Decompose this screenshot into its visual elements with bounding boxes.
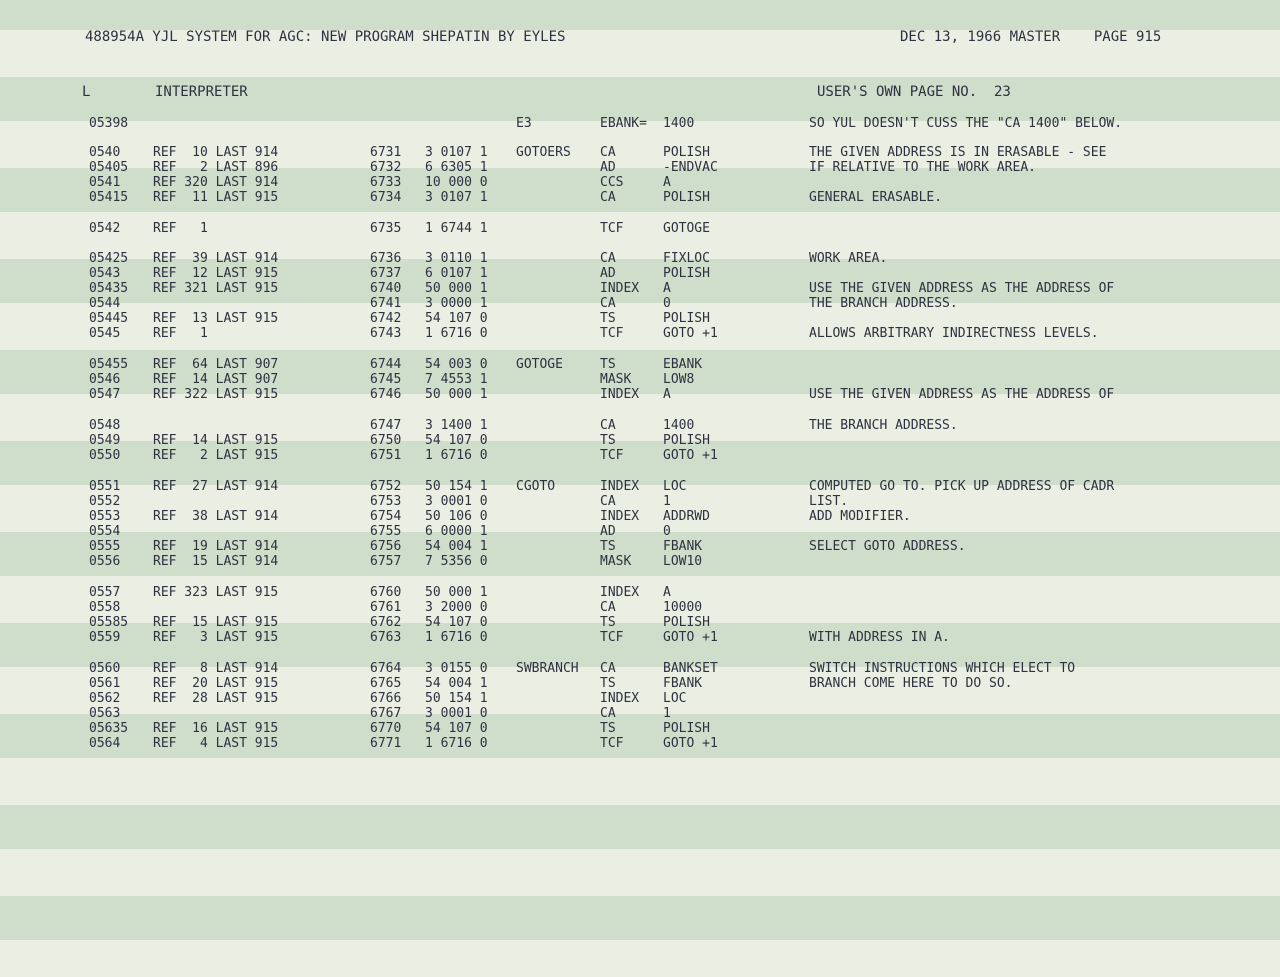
operand: FBANK	[663, 676, 703, 691]
object-code: 1 6716 0	[425, 630, 488, 645]
comment: THE GIVEN ADDRESS IS IN ERASABLE - SEE	[809, 145, 1107, 160]
operand: POLISH	[663, 433, 710, 448]
listing-row	[0, 706, 1280, 722]
opcode: MASK	[600, 554, 632, 569]
operand: GOTO +1	[663, 326, 718, 341]
listing-row	[0, 615, 1280, 631]
address: 6745	[370, 372, 402, 387]
opcode: TCF	[600, 221, 624, 236]
opcode: MASK	[600, 372, 632, 387]
object-code: 10 000 0	[425, 175, 488, 190]
address: 6742	[370, 311, 402, 326]
object-code: 50 154 1	[425, 691, 488, 706]
listing-row	[0, 372, 1280, 388]
object-code: 1 6744 1	[425, 221, 488, 236]
comment: THE BRANCH ADDRESS.	[809, 418, 958, 433]
comment: THE BRANCH ADDRESS.	[809, 296, 958, 311]
reference: REF 16 LAST 915	[153, 721, 279, 736]
address: 6751	[370, 448, 402, 463]
object-code: 54 107 0	[425, 433, 488, 448]
reference: REF 2 LAST 915	[153, 448, 279, 463]
object-code: 3 0001 0	[425, 706, 488, 721]
listing-row	[0, 539, 1280, 555]
line-number: 05415	[89, 190, 129, 205]
line-number: 05455	[89, 357, 129, 372]
operand: -ENDVAC	[663, 160, 718, 175]
line-number: 0552	[89, 494, 121, 509]
object-code: 3 0001 0	[425, 494, 488, 509]
header-page-info: DEC 13, 1966 MASTER PAGE 915	[900, 29, 1162, 45]
listing-row	[0, 296, 1280, 312]
opcode: CA	[600, 145, 616, 160]
object-code: 1 6716 0	[425, 326, 488, 341]
opcode: TS	[600, 539, 616, 554]
object-code: 7 4553 1	[425, 372, 488, 387]
object-code: 54 004 1	[425, 676, 488, 691]
listing-row	[0, 145, 1280, 161]
operand: BANKSET	[663, 661, 718, 676]
line-number: 05635	[89, 721, 129, 736]
listing-row	[0, 281, 1280, 297]
opcode: TS	[600, 676, 616, 691]
page-header	[0, 29, 1280, 45]
line-number: 05435	[89, 281, 129, 296]
opcode: EBANK=	[600, 116, 647, 131]
object-code: 3 0155 0	[425, 661, 488, 676]
operand: POLISH	[663, 311, 710, 326]
opcode: TS	[600, 433, 616, 448]
operand: POLISH	[663, 145, 710, 160]
reference: REF 14 LAST 907	[153, 372, 279, 387]
address: 6750	[370, 433, 402, 448]
line-number: 05445	[89, 311, 129, 326]
reference: REF 323 LAST 915	[153, 585, 279, 600]
object-code: 50 000 1	[425, 387, 488, 402]
reference: REF 14 LAST 915	[153, 433, 279, 448]
symbol-label: SWBRANCH	[516, 661, 579, 676]
opcode: TS	[600, 721, 616, 736]
listing-row	[0, 554, 1280, 570]
line-number: 0543	[89, 266, 121, 281]
listing-row	[0, 357, 1280, 373]
operand: A	[663, 175, 671, 190]
object-code: 7 5356 0	[425, 554, 488, 569]
listing-row	[0, 736, 1280, 752]
symbol-label: CGOTO	[516, 479, 556, 494]
listing-row	[0, 721, 1280, 737]
address: 6752	[370, 479, 402, 494]
address: 6753	[370, 494, 402, 509]
comment: COMPUTED GO TO. PICK UP ADDRESS OF CADR	[809, 479, 1115, 494]
line-number: 0561	[89, 676, 121, 691]
object-code: 54 107 0	[425, 311, 488, 326]
address: 6762	[370, 615, 402, 630]
listing-row	[0, 326, 1280, 342]
line-number: 0544	[89, 296, 121, 311]
listing-row	[0, 311, 1280, 327]
operand: LOC	[663, 479, 687, 494]
operand: 1400	[663, 418, 695, 433]
reference: REF 321 LAST 915	[153, 281, 279, 296]
object-code: 3 2000 0	[425, 600, 488, 615]
operand: GOTOGE	[663, 221, 710, 236]
line-number: 0550	[89, 448, 121, 463]
user-page-number: USER'S OWN PAGE NO. 23	[817, 84, 1011, 100]
line-number: 0564	[89, 736, 121, 751]
comment: BRANCH COME HERE TO DO SO.	[809, 676, 1013, 691]
reference: REF 27 LAST 914	[153, 479, 279, 494]
reference: REF 19 LAST 914	[153, 539, 279, 554]
line-number: 0548	[89, 418, 121, 433]
listing-row	[0, 448, 1280, 464]
opcode: TS	[600, 311, 616, 326]
operand: POLISH	[663, 615, 710, 630]
comment: LIST.	[809, 494, 849, 509]
operand: GOTO +1	[663, 630, 718, 645]
opcode: AD	[600, 524, 616, 539]
paper-band	[0, 896, 1280, 940]
listing-row	[0, 160, 1280, 176]
object-code: 6 0000 1	[425, 524, 488, 539]
operand: 10000	[663, 600, 703, 615]
operand: LOW10	[663, 554, 703, 569]
object-code: 3 0107 1	[425, 190, 488, 205]
listing-row	[0, 190, 1280, 206]
operand: A	[663, 387, 671, 402]
operand: 1	[663, 706, 671, 721]
address: 6740	[370, 281, 402, 296]
address: 6771	[370, 736, 402, 751]
line-number: 0549	[89, 433, 121, 448]
listing-row	[0, 418, 1280, 434]
reference: REF 20 LAST 915	[153, 676, 279, 691]
line-number: 0540	[89, 145, 121, 160]
address: 6735	[370, 221, 402, 236]
address: 6746	[370, 387, 402, 402]
object-code: 50 154 1	[425, 479, 488, 494]
comment: SO YUL DOESN'T CUSS THE "CA 1400" BELOW.	[809, 116, 1123, 131]
section-marker: L	[82, 84, 91, 100]
line-number: 05585	[89, 615, 129, 630]
reference: REF 320 LAST 914	[153, 175, 279, 190]
object-code: 3 1400 1	[425, 418, 488, 433]
listing-row	[0, 509, 1280, 525]
address: 6767	[370, 706, 402, 721]
comment: USE THE GIVEN ADDRESS AS THE ADDRESS OF	[809, 281, 1115, 296]
object-code: 6 6305 1	[425, 160, 488, 175]
line-number: 0563	[89, 706, 121, 721]
opcode: CA	[600, 251, 616, 266]
operand: FIXLOC	[663, 251, 710, 266]
object-code: 1 6716 0	[425, 448, 488, 463]
operand: A	[663, 585, 671, 600]
object-code: 3 0000 1	[425, 296, 488, 311]
listing-row	[0, 600, 1280, 616]
listing-row	[0, 494, 1280, 510]
reference: REF 10 LAST 914	[153, 145, 279, 160]
opcode: TCF	[600, 736, 624, 751]
line-number: 0542	[89, 221, 121, 236]
line-number: 0559	[89, 630, 121, 645]
reference: REF 8 LAST 914	[153, 661, 279, 676]
address: 6770	[370, 721, 402, 736]
line-number: 0553	[89, 509, 121, 524]
object-code: 54 004 1	[425, 539, 488, 554]
line-number: 05398	[89, 116, 129, 131]
opcode: TCF	[600, 448, 624, 463]
address: 6744	[370, 357, 402, 372]
opcode: TCF	[600, 326, 624, 341]
line-number: 0546	[89, 372, 121, 387]
line-number: 0560	[89, 661, 121, 676]
reference: REF 11 LAST 915	[153, 190, 279, 205]
listing-row	[0, 479, 1280, 495]
reference: REF 1	[153, 326, 208, 341]
opcode: CA	[600, 418, 616, 433]
listing-row	[0, 661, 1280, 677]
address: 6732	[370, 160, 402, 175]
operand: 1400	[663, 116, 695, 131]
opcode: TCF	[600, 630, 624, 645]
opcode: INDEX	[600, 387, 640, 402]
reference: REF 39 LAST 914	[153, 251, 279, 266]
listing-row	[0, 433, 1280, 449]
operand: FBANK	[663, 539, 703, 554]
section-header	[0, 84, 1280, 100]
operand: ADDRWD	[663, 509, 710, 524]
address: 6755	[370, 524, 402, 539]
listing-row	[0, 524, 1280, 540]
comment: WORK AREA.	[809, 251, 888, 266]
line-number: 0551	[89, 479, 121, 494]
address: 6747	[370, 418, 402, 433]
listing-row	[0, 175, 1280, 191]
comment: ALLOWS ARBITRARY INDIRECTNESS LEVELS.	[809, 326, 1099, 341]
line-number: 0554	[89, 524, 121, 539]
object-code: 54 107 0	[425, 615, 488, 630]
line-number: 0558	[89, 600, 121, 615]
comment: GENERAL ERASABLE.	[809, 190, 943, 205]
opcode: CA	[600, 296, 616, 311]
reference: REF 13 LAST 915	[153, 311, 279, 326]
reference: REF 3 LAST 915	[153, 630, 279, 645]
address: 6760	[370, 585, 402, 600]
opcode: CA	[600, 190, 616, 205]
line-number: 0556	[89, 554, 121, 569]
address: 6764	[370, 661, 402, 676]
symbol-label: E3	[516, 116, 532, 131]
opcode: TS	[600, 615, 616, 630]
symbol-label: GOTOGE	[516, 357, 563, 372]
paper-band	[0, 805, 1280, 849]
comment: USE THE GIVEN ADDRESS AS THE ADDRESS OF	[809, 387, 1115, 402]
line-number: 05425	[89, 251, 129, 266]
operand: POLISH	[663, 190, 710, 205]
address: 6734	[370, 190, 402, 205]
line-number: 0547	[89, 387, 121, 402]
reference: REF 4 LAST 915	[153, 736, 279, 751]
reference: REF 28 LAST 915	[153, 691, 279, 706]
operand: A	[663, 281, 671, 296]
opcode: INDEX	[600, 281, 640, 296]
line-number: 0545	[89, 326, 121, 341]
listing-row	[0, 387, 1280, 403]
reference: REF 1	[153, 221, 208, 236]
listing-row	[0, 676, 1280, 692]
address: 6741	[370, 296, 402, 311]
address: 6736	[370, 251, 402, 266]
reference: REF 38 LAST 914	[153, 509, 279, 524]
line-number: 0557	[89, 585, 121, 600]
address: 6754	[370, 509, 402, 524]
comment: ADD MODIFIER.	[809, 509, 911, 524]
address: 6743	[370, 326, 402, 341]
object-code: 1 6716 0	[425, 736, 488, 751]
reference: REF 15 LAST 915	[153, 615, 279, 630]
paper-band	[0, 0, 1280, 30]
operand: GOTO +1	[663, 736, 718, 751]
object-code: 54 003 0	[425, 357, 488, 372]
address: 6761	[370, 600, 402, 615]
operand: LOC	[663, 691, 687, 706]
listing-row	[0, 630, 1280, 646]
operand: 1	[663, 494, 671, 509]
comment: IF RELATIVE TO THE WORK AREA.	[809, 160, 1036, 175]
opcode: CA	[600, 661, 616, 676]
comment: SWITCH INSTRUCTIONS WHICH ELECT TO	[809, 661, 1076, 676]
reference: REF 64 LAST 907	[153, 357, 279, 372]
header-title: 488954A YJL SYSTEM FOR AGC: NEW PROGRAM SHEPATIN BY EYLES	[85, 29, 566, 45]
address: 6756	[370, 539, 402, 554]
reference: REF 2 LAST 896	[153, 160, 279, 175]
address: 6731	[370, 145, 402, 160]
symbol-label: GOTOERS	[516, 145, 571, 160]
reference: REF 12 LAST 915	[153, 266, 279, 281]
listing-row	[0, 116, 1280, 132]
opcode: TS	[600, 357, 616, 372]
comment: SELECT GOTO ADDRESS.	[809, 539, 966, 554]
object-code: 6 0107 1	[425, 266, 488, 281]
operand: POLISH	[663, 721, 710, 736]
listing-row	[0, 266, 1280, 282]
opcode: AD	[600, 160, 616, 175]
object-code: 50 106 0	[425, 509, 488, 524]
opcode: INDEX	[600, 691, 640, 706]
listing-row	[0, 221, 1280, 237]
address: 6733	[370, 175, 402, 190]
object-code: 3 0107 1	[425, 145, 488, 160]
address: 6737	[370, 266, 402, 281]
object-code: 3 0110 1	[425, 251, 488, 266]
object-code: 54 107 0	[425, 721, 488, 736]
line-number: 0555	[89, 539, 121, 554]
object-code: 50 000 1	[425, 281, 488, 296]
operand: GOTO +1	[663, 448, 718, 463]
opcode: INDEX	[600, 479, 640, 494]
operand: 0	[663, 296, 671, 311]
address: 6757	[370, 554, 402, 569]
comment: WITH ADDRESS IN A.	[809, 630, 950, 645]
opcode: CA	[600, 600, 616, 615]
listing-row	[0, 585, 1280, 601]
line-number: 05405	[89, 160, 129, 175]
opcode: INDEX	[600, 509, 640, 524]
opcode: CA	[600, 706, 616, 721]
address: 6766	[370, 691, 402, 706]
operand: 0	[663, 524, 671, 539]
opcode: CCS	[600, 175, 624, 190]
operand: POLISH	[663, 266, 710, 281]
listing-row	[0, 691, 1280, 707]
opcode: CA	[600, 494, 616, 509]
opcode: AD	[600, 266, 616, 281]
section-title: INTERPRETER	[155, 84, 248, 100]
reference: REF 322 LAST 915	[153, 387, 279, 402]
reference: REF 15 LAST 914	[153, 554, 279, 569]
object-code: 50 000 1	[425, 585, 488, 600]
address: 6765	[370, 676, 402, 691]
line-number: 0562	[89, 691, 121, 706]
opcode: INDEX	[600, 585, 640, 600]
line-number: 0541	[89, 175, 121, 190]
listing-row	[0, 251, 1280, 267]
operand: EBANK	[663, 357, 703, 372]
address: 6763	[370, 630, 402, 645]
operand: LOW8	[663, 372, 695, 387]
